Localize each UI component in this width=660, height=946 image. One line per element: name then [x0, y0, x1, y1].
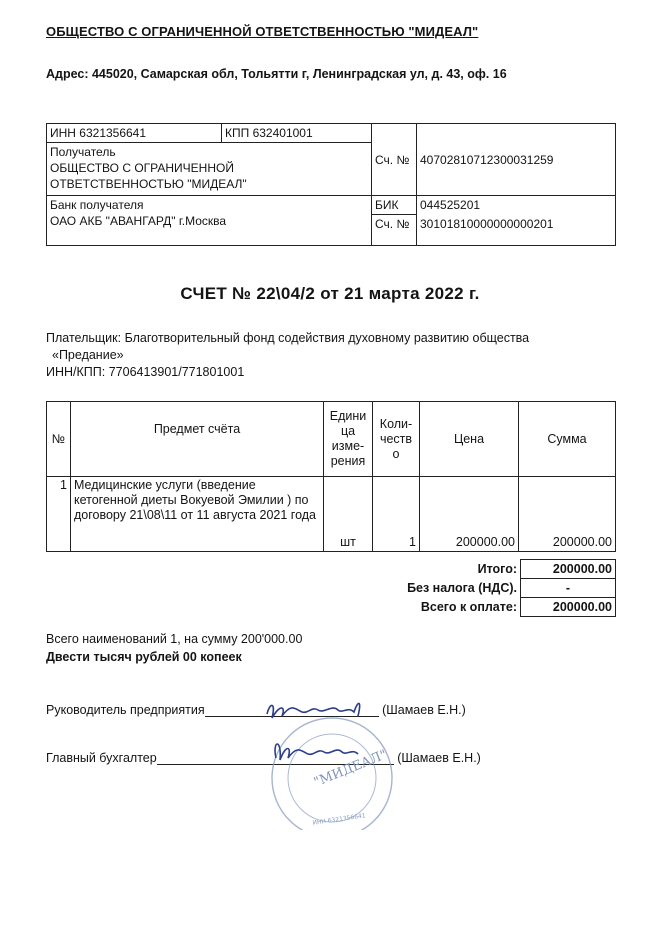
bik-value: 044525201 [417, 196, 616, 215]
row-quantity: 1 [373, 477, 420, 552]
row-sum: 200000.00 [519, 477, 616, 552]
invoice-title: СЧЕТ № 22\04/2 от 21 марта 2022 г. [180, 284, 480, 303]
director-name: (Шамаев Е.Н.) [382, 703, 466, 717]
total-value: 200000.00 [521, 598, 616, 617]
bank-name: ОАО АКБ "АВАНГАРД" г.Москва [50, 214, 227, 228]
recipient-cell [47, 143, 372, 196]
payer-block [46, 330, 626, 381]
itogo-label: Итого: [477, 561, 517, 576]
account-label: Сч. № [372, 124, 417, 196]
summary-block [46, 630, 302, 666]
recipient-name-line1: ОБЩЕСТВО С ОГРАНИЧЕННОЙ [50, 161, 234, 175]
bik-label: БИК [372, 196, 417, 215]
company-title: ОБЩЕСТВО С ОГРАНИЧЕННОЙ ОТВЕТСТВЕННОСТЬЮ "МИДЕАЛ" [46, 24, 479, 39]
nds-label: Без налога (НДС). [407, 580, 517, 595]
inn-cell: ИНН 6321356641 [47, 124, 222, 143]
director-label: Руководитель предприятия [46, 703, 205, 717]
kpp-cell: КПП 632401001 [222, 124, 372, 143]
summary-count: Всего наименований 1, на сумму 200'000.00 [46, 632, 303, 646]
accountant-name: (Шамаев Е.Н.) [397, 751, 481, 765]
col-header-subject: Предмет счёта [71, 402, 324, 477]
table-row [47, 477, 616, 552]
summary-words: Двести тысяч рублей 00 копеек [46, 650, 242, 664]
col-header-sum: Сумма [519, 402, 616, 477]
row-description: Медицинские услуги (введение кетогенной диеты Вокуевой Эмилии ) по договору 21\08\11 от 11 августа 2021 года [71, 477, 324, 552]
row-price: 200000.00 [420, 477, 519, 552]
recipient-label: Получатель [50, 145, 116, 159]
row-number: 1 [47, 477, 71, 552]
col-header-number: № [47, 402, 71, 477]
signature-bottom [275, 744, 358, 760]
accountant-label: Главный бухгалтер [46, 751, 157, 765]
corr-account-label: Сч. № [372, 215, 417, 246]
stamp-inn-text: ИНН 6321356641 [312, 812, 367, 827]
bank-cell [47, 196, 372, 246]
company-address: Адрес: 445020, Самарская обл, Тольятти г, Ленинградская ул, д. 43, оф. 16 [46, 67, 507, 81]
account-number: 40702810712300031259 [417, 124, 616, 196]
totals-block [380, 559, 616, 617]
items-table [46, 401, 616, 552]
bank-details-table [46, 123, 616, 246]
recipient-name-line2: ОТВЕТСТВЕННОСТЬЮ "МИДЕАЛ" [50, 177, 247, 191]
signature-top [267, 703, 360, 718]
row-unit: шт [324, 477, 373, 552]
total-label: Всего к оплате: [420, 599, 517, 614]
company-stamp [252, 700, 402, 830]
itogo-value: 200000.00 [521, 560, 616, 579]
payer-inn-kpp: ИНН/КПП: 7706413901/771801001 [46, 365, 245, 379]
payer-line1: Плательщик: Благотворительный фонд содействия духовному развитию общества [46, 331, 530, 345]
col-header-unit: Едини ца изме- рения [324, 402, 373, 477]
col-header-quantity: Коли- честв о [373, 402, 420, 477]
stamp-text: "МИДЕАЛ" [311, 747, 390, 791]
nds-value: - [521, 579, 616, 598]
bank-label: Банк получателя [50, 198, 144, 212]
payer-line2: «Предание» [52, 348, 124, 362]
corr-account-number: 30101810000000000201 [417, 215, 616, 246]
col-header-price: Цена [420, 402, 519, 477]
